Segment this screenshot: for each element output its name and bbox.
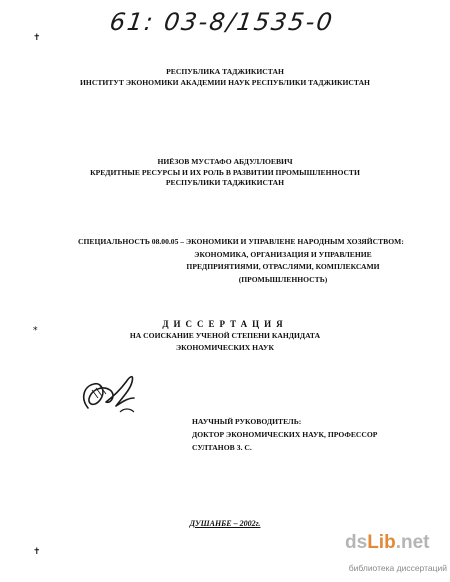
title-block: [0, 157, 450, 189]
thesis-title-line1: КРЕДИТНЫЕ РЕСУРСЫ И ИХ РОЛЬ В РАЗВИТИИ ПРОМЫШЛЕННОСТИ: [90, 167, 360, 177]
archive-number-handwritten: [110, 8, 340, 48]
supervisor-name: СУЛТАНОВ З. С.: [192, 443, 252, 452]
logo-ds-text: ds: [345, 532, 368, 553]
supervisor-block: [192, 415, 412, 454]
specialty-block: [78, 236, 408, 286]
handwritten-signature: [76, 368, 146, 423]
margin-mark: ✝: [33, 546, 41, 556]
supervisor-degree: ДОКТОР ЭКОНОМИЧЕСКИХ НАУК, ПРОФЕССОР: [192, 430, 378, 439]
specialty-line1: СПЕЦИАЛЬНОСТЬ 08.00.05 – ЭКОНОМИКИ И УПРАВЛЕНЕ НАРОДНЫМ ХОЗЯЙСТВОМ:: [78, 237, 404, 246]
city-year: ДУШАНБЕ – 2002г.: [189, 519, 261, 528]
organization-block: [0, 67, 450, 88]
dissertation-line1: НА СОИСКАНИЕ УЧЕНОЙ СТЕПЕНИ КАНДИДАТА: [129, 331, 321, 340]
logo-net-text: .net: [395, 532, 430, 553]
dissertation-block: [0, 318, 450, 354]
watermark-subtitle: библиотека диссертаций: [348, 563, 447, 573]
specialty-line2: ЭКОНОМИКА, ОРГАНИЗАЦИЯ И УПРАВЛЕНИЕ: [194, 249, 372, 259]
org-country: РЕСПУБЛИКА ТАДЖИКИСТАН: [166, 67, 284, 76]
author-name: НИЁЗОВ МУСТАФО АБДУЛЛОЕВИЧ: [157, 157, 293, 166]
org-institute: ИНСТИТУТ ЭКОНОМИКИ АКАДЕМИИ НАУК РЕСПУБЛИКИ ТАДЖИКИСТАН: [80, 77, 370, 87]
dslib-watermark[interactable]: [345, 532, 445, 578]
specialty-line3: ПРЕДПРИЯТИЯМИ, ОТРАСЛЯМИ, КОМПЛЕКСАМИ: [186, 262, 380, 271]
specialty-line4: (ПРОМЫШЛЕННОСТЬ): [238, 274, 328, 284]
thesis-title-line2: РЕСПУБЛИКИ ТАДЖИКИСТАН: [165, 178, 285, 187]
dissertation-line2: ЭКОНОМИЧЕСКИХ НАУК: [176, 343, 274, 352]
margin-mark: ⁎: [33, 322, 38, 332]
dslib-logo: [345, 532, 445, 554]
margin-mark: ✝: [33, 32, 41, 42]
supervisor-label: НАУЧНЫЙ РУКОВОДИТЕЛЬ:: [192, 417, 302, 426]
dissertation-heading: ДИССЕРТАЦИЯ: [162, 319, 288, 329]
logo-lib-text: Lib: [367, 532, 396, 553]
archive-number-text: 61: 03-8/1535-0: [108, 8, 336, 36]
